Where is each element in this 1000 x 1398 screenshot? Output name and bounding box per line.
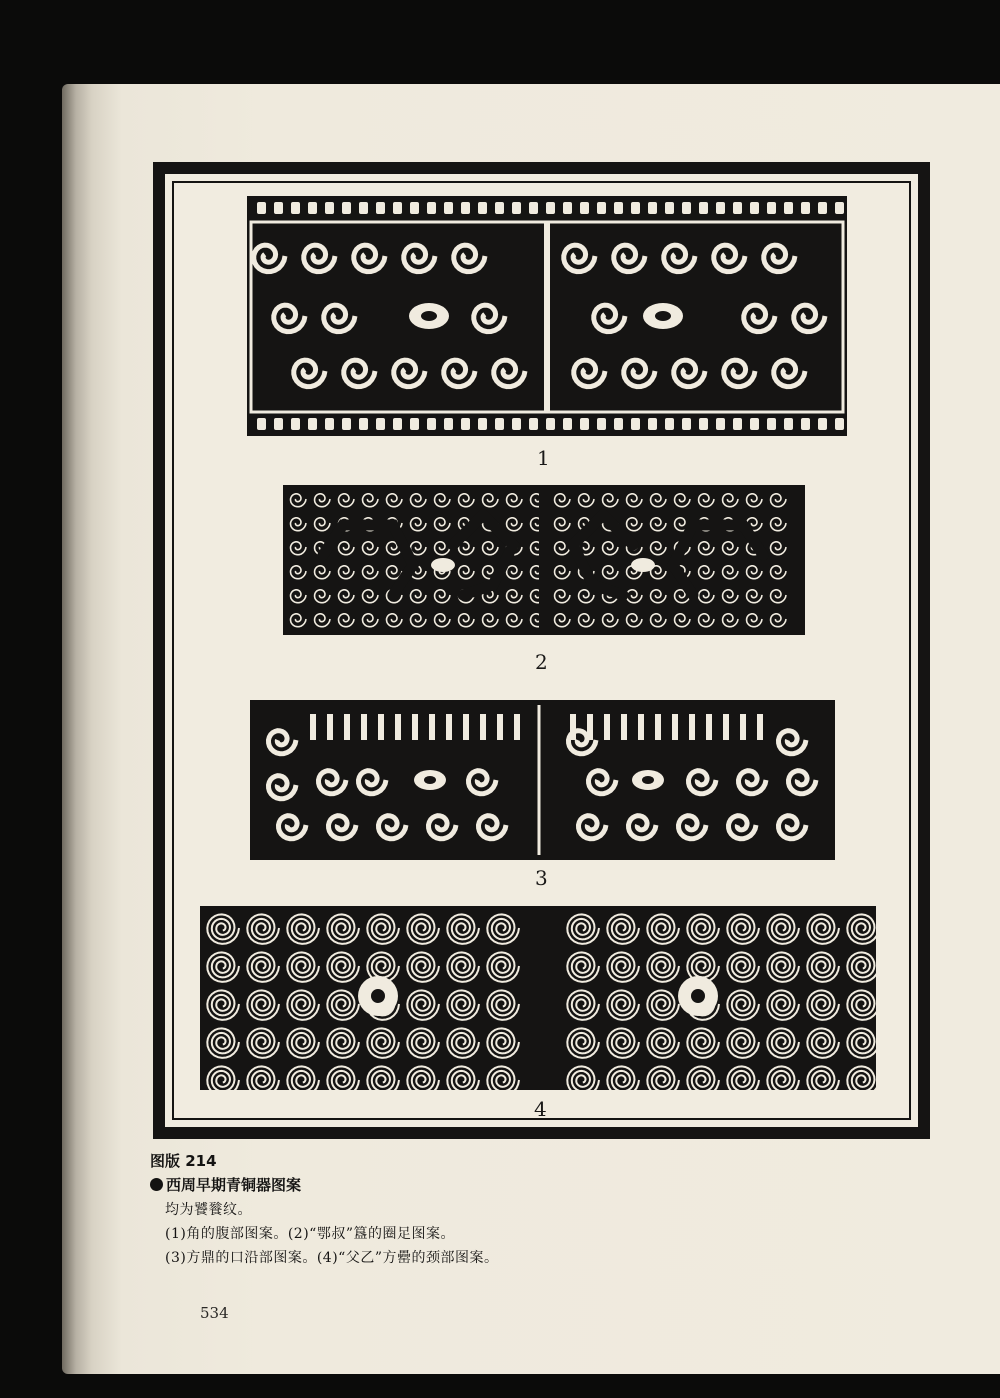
bronze-pattern-figure-3 bbox=[250, 700, 835, 860]
caption-heading-text: 西周早期青铜器图案 bbox=[166, 1176, 302, 1194]
figure-number-3: 3 bbox=[535, 866, 548, 890]
bronze-pattern-figure-1 bbox=[247, 196, 847, 436]
caption-line-2: (1)角的腹部图案。(2)“鄂叔”簋的圈足图案。 bbox=[165, 1226, 455, 1242]
caption-line-3: (3)方鼎的口沿部图案。(4)“父乙”方罍的颈部图案。 bbox=[165, 1250, 499, 1266]
caption-heading bbox=[150, 1174, 850, 1195]
figure-number-4: 4 bbox=[534, 1097, 547, 1121]
page-number: 534 bbox=[200, 1304, 229, 1322]
caption-line-1: 均为饕餮纹。 bbox=[165, 1202, 252, 1218]
figure-number-2: 2 bbox=[535, 650, 548, 674]
figure-number-1: 1 bbox=[537, 446, 550, 470]
bronze-pattern-figure-2 bbox=[283, 485, 805, 635]
plate-caption bbox=[150, 1150, 850, 1271]
bronze-pattern-figure-4 bbox=[200, 906, 876, 1090]
bullet-icon bbox=[150, 1178, 163, 1191]
plate-label: 图版 214 bbox=[150, 1152, 217, 1170]
